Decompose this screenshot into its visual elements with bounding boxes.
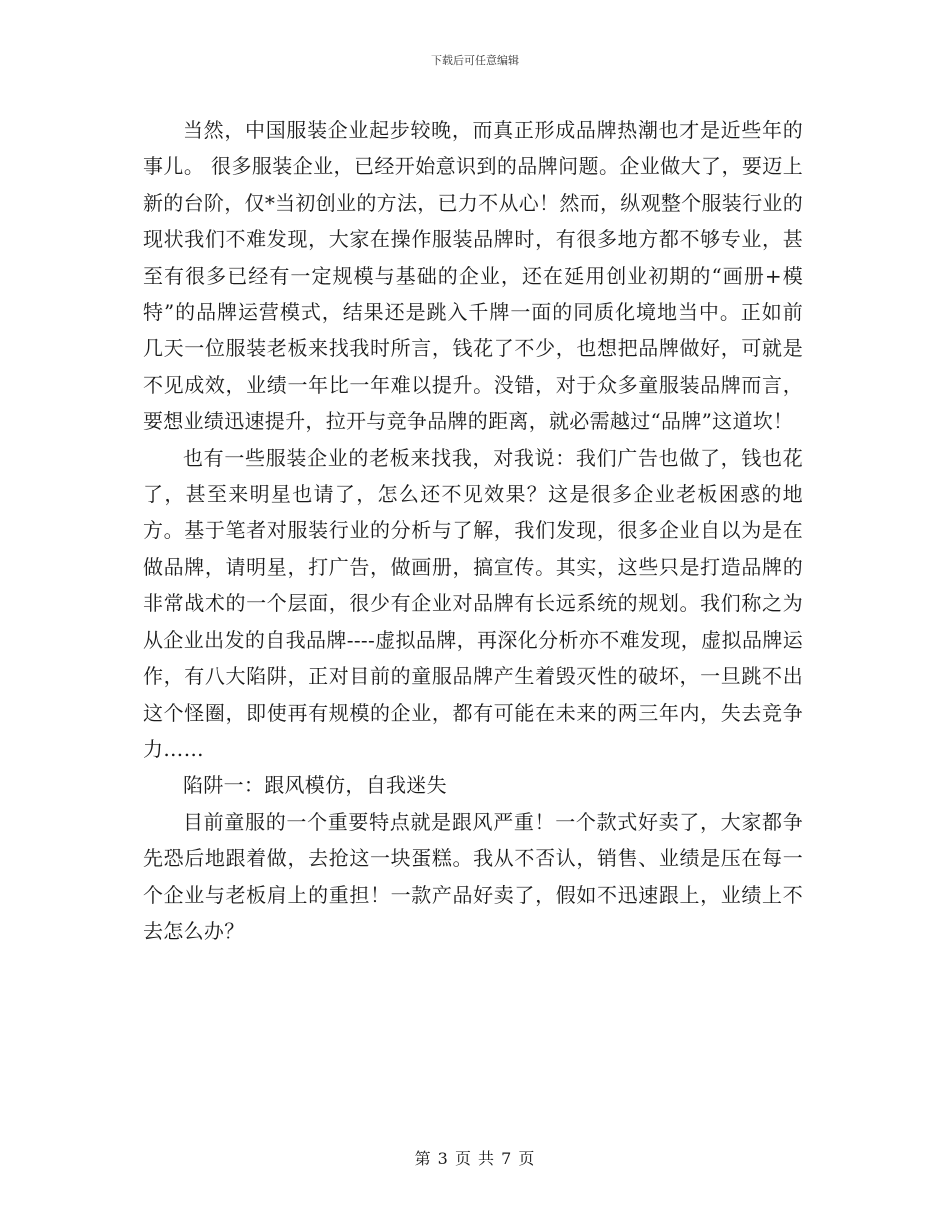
paragraph-virtual-brand: 也有一些服装企业的老板来找我，对我说：我们广告也做了，钱也花了，甚至来明星也请了，怎么还不见效果？这是很多企业老板困惑的地方。基于笔者对服装行业的分析与了解，我们发现，很多企业自以为是在做品牌，请明星，打广告，做画册，搞宣传。其实，这些只是打造品牌的非常战术的一个层面，很少有企业对品牌有长远系统的规划。我们称之为从企业出发的自我品牌----虚拟品牌，再深化分析亦不难发现，虚拟品牌运作，有八大陷阱，正对目前的童服品牌产生着毁灭性的破坏，一旦跳不出这个怪圈，即使再有规模的企业，都有可能在未来的两三年内，失去竞争力……	[143, 445, 803, 761]
page-header: 下载后可任意编辑	[431, 54, 519, 67]
document-body	[143, 112, 803, 949]
page-number-footer: 第 3 页 共 7 页	[414, 1149, 536, 1168]
paragraph-intro: 当然，中国服装企业起步较晚，而真正形成品牌热潮也才是近些年的事儿。 很多服装企业，已经开始意识到的品牌问题。企业做大了，要迈上新的台阶，仅*当初创业的方法，已力不从心！然而，纵观整个服装行业的现状我们不难发现，大家在操作服装品牌时，有很多地方都不够专业，甚至有很多已经有一定规模与基础的企业，还在延用创业初期的“画册+模特”的品牌运营模式，结果还是跳入千牌一面的同质化境地当中。正如前几天一位服装老板来找我时所言，钱花了不少，也想把品牌做好，可就是不见成效，业绩一年比一年难以提升。没错，对于众多童服装品牌而言，要想业绩迅速提升，拉开与竞争品牌的距离，就必需越过“品牌”这道坎！	[143, 118, 803, 434]
section-heading-trap-one: 陷阱一：跟风模仿，自我迷失	[183, 773, 447, 798]
paragraph-follow-trend: 目前童服的一个重要特点就是跟风严重！一个款式好卖了，大家都争先恐后地跟着做，去抢这一块蛋糕。我从不否认，销售、业绩是压在每一个企业与老板肩上的重担！一款产品好卖了，假如不迅速跟上，业绩上不去怎么办？	[143, 809, 803, 943]
